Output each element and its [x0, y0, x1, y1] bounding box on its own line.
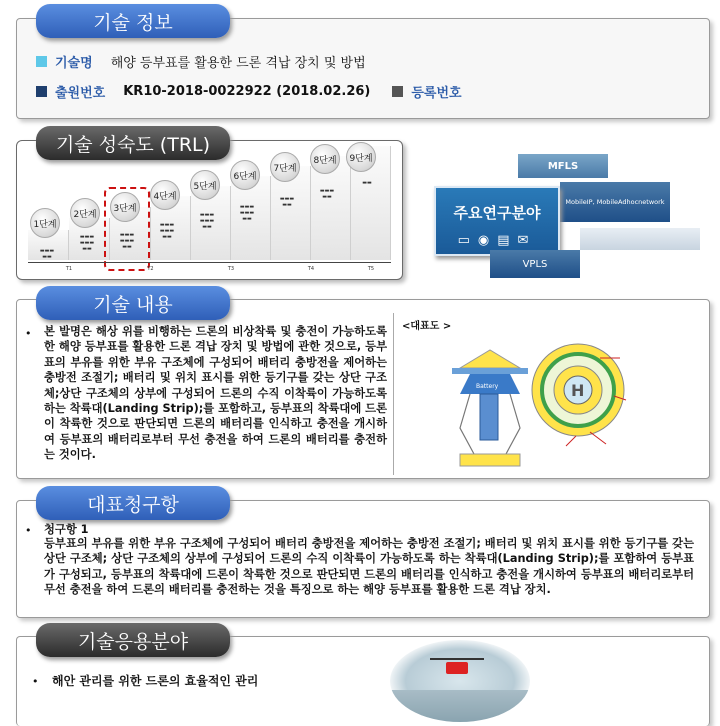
research-icons: [436, 233, 558, 248]
trl-step-7: 7단계: [270, 152, 300, 182]
helipad-h-icon: H: [571, 381, 585, 400]
buoy-top-cone: [460, 350, 520, 368]
trl-phase-1: T1: [28, 262, 110, 274]
trl-desc-6: ▬▬▬ ▬▬▬ ▬▬: [239, 204, 255, 222]
trl-step-5: 5단계: [190, 170, 220, 200]
figure-label: <대표도 >: [402, 321, 452, 332]
trl-phase-5: T5: [351, 262, 391, 274]
application-item: 해안 관리를 위한 드론의 효율적인 관리: [52, 674, 259, 688]
monitor-icon: ▭: [457, 233, 478, 248]
pad-callout-4: [590, 432, 606, 444]
research-center-box: [434, 186, 560, 256]
section-tab-info: 기술 정보: [36, 4, 230, 38]
trl-desc-2: ▬▬▬ ▬▬▬ ▬▬: [79, 234, 95, 252]
section-tab-content: 기술 내용: [36, 286, 230, 320]
trl-desc-3: ▬▬▬ ▬▬▬ ▬▬: [119, 232, 135, 250]
tech-name-row: [36, 52, 366, 71]
research-top-box: MFLS: [518, 154, 608, 178]
tech-name-value: 해양 등부표를 활용한 드론 격납 장치 및 방법: [110, 56, 366, 71]
pad-callout-3: [566, 436, 576, 446]
tech-name-label: 기술명: [55, 56, 93, 71]
content-divider: [393, 313, 394, 475]
buoy-right-legs: [506, 394, 520, 454]
trl-step-8: 8단계: [310, 144, 340, 174]
representative-figure: [430, 328, 630, 473]
buoy-top-deck: [452, 368, 528, 374]
drone-photo: [390, 640, 530, 722]
buoy-float: [460, 454, 520, 466]
app-no-label: 출원번호: [55, 86, 106, 101]
cyan-square-icon: [36, 56, 47, 67]
research-decor-bar: [580, 228, 700, 250]
trl-desc-8: ▬▬▬ ▬▬: [319, 188, 335, 200]
section-tab-application: 기술응용분야: [36, 623, 230, 657]
trl-phase-3: T3: [191, 262, 271, 274]
sea-band: [390, 690, 530, 722]
drone-body-icon: [446, 662, 468, 674]
trl-phase-2: T2: [110, 262, 191, 274]
buoy-left-legs: [460, 394, 474, 454]
research-right-box: MobileIP, MobileAdhocnetwork: [560, 182, 670, 222]
trl-step-4: 4단계: [150, 180, 180, 210]
reg-no-label: 등록번호: [411, 86, 462, 101]
claim-title: 청구항 1: [44, 523, 89, 536]
mail-icon: ✉: [517, 233, 537, 248]
trl-step-6: 6단계: [230, 160, 260, 190]
trl-desc-7: ▬▬▬ ▬▬: [279, 196, 295, 208]
trl-step-1: 1단계: [30, 208, 60, 238]
navy-square-icon: [36, 86, 47, 97]
trl-desc-1: ▬▬▬ ▬▬: [39, 248, 55, 260]
claim-text: 등부표의 부유를 위한 부유 구조체에 구성되어 배터리 충방전을 제어하는 충방전 조절기; 배터리 및 위치 표시를 위한 등기구를 갖는 상단 구조체; 상단 구조체의 상부에 구성되어 드론의 수직 이착륙이 가능하도록 하는 착륙대(Landing Strip);를 포함하여 등부표가 구성되고, 등부표의 착륙대에 드론이 착륙한 것으로 판단되면 드론의 배터리를 인식하고 충전을 개시하여 등부표의 배터리로부터 무선 충전을 하여 드론의 배터리를 충전하는 것을 특징으로 하는 해양 등부표를 활용한 드론 격납 장치.: [44, 537, 694, 597]
buoy-column: [480, 394, 498, 440]
figure-battery-label: Battery: [476, 383, 499, 390]
research-center-label: 주요연구분야: [453, 204, 541, 222]
content-text: 본 발명은 해상 위를 비행하는 드론의 비상착륙 및 충전이 가능하도록 한 해양 등부표를 활용한 드론 격납 장치 및 방법에 관한 것으로, 등부표의 부유를 위한 부유 구조체에 구성되어 배터리 충방전을 제어하는 충방전 조절기; 배터리 및 위치 표시를 위한 등기구를 갖는 상단 구조체;상단 구조체의 상부에 구성되어 드론의 수직 이착륙이 가능하도록 하는 착륙대(Landing Strip);를 포함하고, 등부표의 착륙대에 드론이 착륙한 것으로 판단되면 드론의 배터리를 인식하고 충전을 개시하여 등부표의 배터리로부터 무선 충전을 하여 드론의 배터리를 충전하는 것이다.: [44, 325, 388, 462]
trl-step-2: 2단계: [70, 198, 100, 228]
current-trl-highlight: [104, 187, 150, 271]
document-icon: ▤: [497, 233, 518, 248]
trl-desc-5: ▬▬▬ ▬▬▬ ▬▬: [199, 212, 215, 230]
trl-step-9: 9단계: [346, 142, 376, 172]
drone-arms-icon: [430, 658, 484, 660]
gray-square-icon: [392, 86, 403, 97]
content-bullet: •: [25, 327, 32, 340]
application-bullet: •: [32, 675, 39, 688]
section-tab-claim: 대표청구항: [36, 486, 230, 520]
section-tab-trl: 기술 성숙도 (TRL): [36, 126, 230, 160]
trl-desc-9: ▬▬: [362, 180, 372, 186]
app-no-row: [36, 82, 480, 101]
trl-phase-4: T4: [271, 262, 351, 274]
app-no-value: KR10-2018-0022922 (2018.02.26): [123, 84, 371, 99]
eye-icon: ◉: [477, 233, 498, 248]
trl-desc-4: ▬▬▬ ▬▬▬ ▬▬: [159, 222, 175, 240]
trl-step-3: 3단계: [110, 192, 140, 222]
claim-bullet: •: [25, 524, 32, 537]
research-bottom-box: VPLS: [490, 250, 580, 278]
research-graphic: [430, 150, 710, 285]
